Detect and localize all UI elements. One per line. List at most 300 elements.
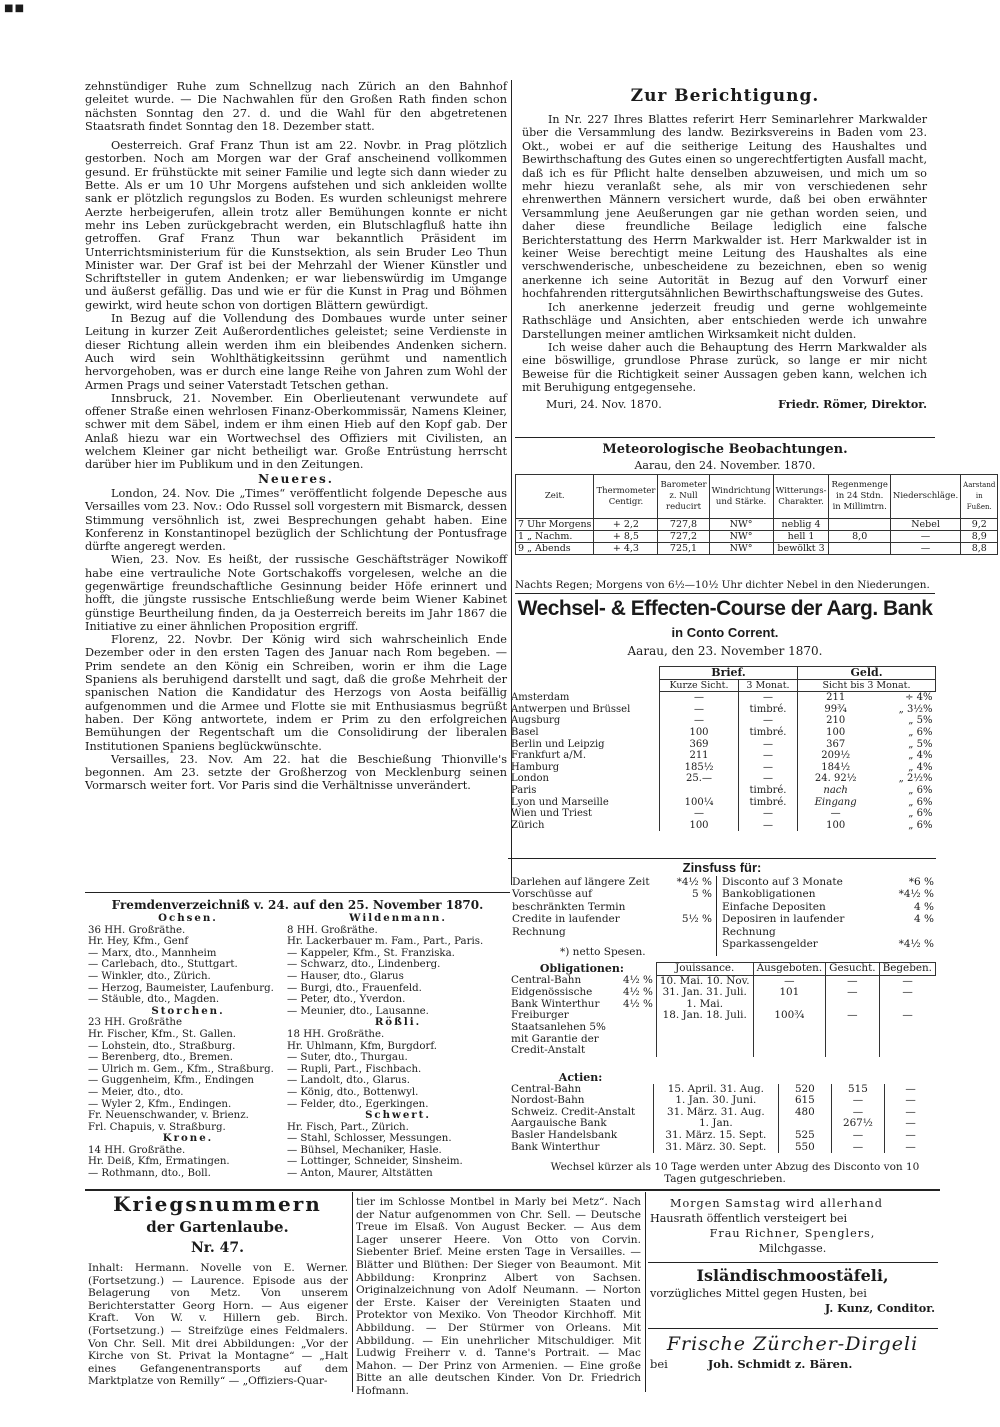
akt-cell: Bank Winterthur	[511, 1140, 600, 1153]
guest-entry: — Berenberg, dto., Bremen.	[88, 1052, 233, 1064]
meteo-cell	[829, 519, 890, 531]
kriegs-subtitle: der Gartenlaube.	[146, 1218, 289, 1236]
zins-label: Sparkassengelder	[722, 938, 818, 951]
zins-row	[722, 901, 934, 913]
exchange-cell: Frankfurt a/M.	[511, 750, 587, 762]
divider	[515, 593, 935, 594]
akt-cell: 615	[779, 1095, 832, 1107]
exchange-row	[508, 762, 936, 774]
kriegs-title: Kriegsnummern	[113, 1192, 322, 1216]
akt-cell: —	[831, 1107, 884, 1119]
guest-entry: 18 HH. Großräthe.	[287, 1028, 385, 1040]
obl-header: Ausgeboten.	[753, 963, 826, 976]
divider	[515, 437, 935, 438]
akt-cell: Central-Bahn	[511, 1082, 582, 1095]
ad-auction	[650, 1196, 935, 1256]
zins-label: Darlehen auf längere Zeit	[512, 876, 650, 888]
exchange-row	[508, 727, 936, 739]
meteo-header: Aarstand in Fußen.	[961, 475, 998, 519]
exchange-cell: Hamburg	[511, 761, 560, 773]
meteo-cell: NW°	[709, 531, 773, 543]
guest-entry: Hr. Hey, Kfm., Genf	[88, 936, 189, 948]
paragraph: Versailles, 23. Nov. Am 22. hat die Beschießung Thionville's begonnen. Am 23. setzte der Großherzog von Mecklenburg seinen Vormarsch weiter fort. Vor Paris sind die Verhältnisse unverändert.	[85, 752, 507, 793]
exchange-cell: 100	[660, 727, 739, 739]
meteo-cell: 8,8	[961, 543, 998, 555]
zins-row	[722, 913, 934, 938]
guest-entry: — Ulrich m. Gem., Kfm., Straßburg.	[88, 1063, 274, 1075]
exchange-cell: —	[739, 773, 798, 785]
exchange-table	[508, 666, 936, 831]
bank-date: Aarau, den 23. November 1870.	[627, 644, 823, 658]
ad-line: Hausrath öffentlich versteigert bei	[650, 1212, 848, 1225]
hotel-name: Rößli.	[374, 1016, 422, 1029]
paragraph: Innsbruck, 21. November. Ein Oberlieutenant verwundete auf offener Straße einen wehrlosen Finanz-Oberkommissär, Namens Kleiner, schwer mit dem Säbel, indem er ihm einen Hieb auf den Kopf gab. Der Anlaß hiezu war ein Wortwechsel des Offiziers mit Civilisten, an welchem Kleiner gar nicht betheiligt war. Große Entrüstung herrscht darüber hier im Publikum und in den Zeitungen.	[85, 391, 507, 472]
akt-cell: —	[885, 1107, 936, 1119]
zins-value: *4½ %	[898, 938, 934, 951]
meteo-title: Meteorologische Beobachtungen.	[602, 442, 848, 457]
obl-cell: Eidgenössische	[511, 986, 593, 999]
meteo-cell: 727,8	[658, 519, 709, 531]
divider	[648, 1328, 938, 1329]
zins-value: *4½ %	[898, 888, 934, 901]
hotel-name: Ochsen.	[158, 912, 218, 924]
akt-cell: 267½	[831, 1118, 884, 1130]
exchange-cell: nach	[798, 785, 874, 797]
meteo-cell: 8,9	[961, 531, 998, 543]
exchange-cell: Eingang	[798, 797, 874, 809]
meteo-table	[515, 474, 998, 555]
obl-cell: —	[879, 987, 935, 999]
obl-cell: 4½ %	[623, 986, 653, 999]
guest-entry: — Landolt, dto., Glarus.	[287, 1075, 410, 1087]
paragraph: Ich anerkenne jederzeit freudig und gerne wohlgemeinte Rathschläge und Ansichten, aber entschieden werde ich unwahre Darstellungen meiner amtlichen Wirksamkeit nicht dulden.	[522, 300, 927, 341]
exchange-row	[508, 808, 936, 820]
ad-line: Frau Richner, Spenglers,	[709, 1227, 876, 1240]
meteo-row	[516, 531, 998, 543]
akt-row	[508, 1130, 936, 1142]
obl-cell: 101	[753, 987, 826, 999]
ad-moostaefeli	[650, 1266, 935, 1316]
exchange-cell: „ 3½%	[898, 703, 933, 715]
divider	[85, 1189, 940, 1191]
guest-entry: — Meunier, dto., Lausanne.	[287, 1005, 429, 1017]
exchange-cell: 184½	[798, 762, 874, 774]
guest-entry: — Carlebach, dto., Stuttgart.	[88, 959, 238, 971]
akt-cell: —	[885, 1118, 936, 1130]
kriegs-text-1: Inhalt: Hermann. Novelle von E. Werner. (Fortsetzung.) — Laurence. Episode aus der Belagerung von Metz. Von unserem Berichterstatter Georg Horn. — Aus eigener Kraft. Von W. v. Hillern geb. Birch. (Fortsetzung.) — Streifzüge eines Feldmalers. Von Chr. Sell. Mit drei Abbildungen: „Vor der Kirche von St. Privat la Montagne“ — „Halt eines Gefangenentransports auf dem Marktplatze von Remilly“ — „Offiziers-Quar-	[88, 1262, 348, 1388]
guest-entry: — Meier, dto., dto.	[88, 1086, 184, 1098]
obl-header: Begeben.	[879, 963, 935, 976]
meteo-cell: —	[890, 543, 960, 555]
kriegs-number: Nr. 47.	[191, 1240, 244, 1256]
meteo-cell: 727,2	[658, 531, 709, 543]
meteo-cell: 9,2	[961, 519, 998, 531]
guest-entry: Hr. Lackerbauer m. Fam., Part., Paris.	[287, 936, 484, 948]
exchange-cell: —	[739, 692, 798, 704]
akt-cell: Aargauische Bank	[511, 1117, 607, 1130]
zins-note: *) netto Spesen.	[560, 946, 646, 958]
akt-cell: 31. März. 30. Sept.	[653, 1142, 778, 1154]
guest-entry: — Schwarz, dto., Lindenberg.	[287, 959, 441, 971]
geld-header: Geld.	[798, 667, 936, 680]
zins-value: 5 %	[692, 888, 712, 901]
akt-cell: 550	[779, 1142, 832, 1154]
exchange-cell: 99¾	[798, 704, 874, 716]
col-sicht: Sicht bis 3 Monat.	[798, 679, 936, 692]
exchange-cell: timbré.	[739, 797, 798, 809]
zins-row	[512, 876, 712, 888]
place-date: Muri, 24. Nov. 1870.	[546, 397, 662, 411]
obl-cell: Central-Bahn	[511, 974, 582, 987]
zins-label: Bankobligationen	[722, 888, 816, 901]
guest-entry: 14 HH. Großräthe.	[88, 1144, 186, 1156]
exchange-cell: 369	[660, 739, 739, 751]
divider	[508, 858, 936, 859]
obl-cell: Bank Winterthur	[511, 997, 600, 1010]
obl-cell: 10. Mai. 10. Nov.	[656, 975, 753, 987]
obl-header: Obligationen:	[539, 961, 624, 975]
meteo-cell: NW°	[709, 543, 773, 555]
guest-entry: — Stäuble, dto., Magden.	[88, 994, 220, 1006]
meteo-header: Zeit.	[516, 475, 594, 519]
hotel-name: Schwert.	[365, 1109, 431, 1122]
obl-cell	[620, 1010, 656, 1056]
guest-entry: Frl. Chapuis, v. Straßburg.	[88, 1121, 226, 1133]
exchange-cell: 211	[660, 750, 739, 762]
exchange-cell: 100	[798, 727, 874, 739]
corner-mark: ■ ■	[4, 3, 24, 14]
obl-cell: 18. Jan. 18. Juli.	[656, 1010, 753, 1056]
column-divider	[645, 1192, 646, 1392]
akt-cell: —	[831, 1095, 884, 1107]
guest-list-heading: Fremdenverzeichniß v. 24. auf den 25. November 1870.	[111, 898, 484, 912]
paragraph: Ich weise daher auch die Behauptung des Herrn Markwalder als eine böswillige, grundlose Phrase zurück, so lange er mir nicht Beweise für die Richtigkeit seiner Aussagen geben kann, welchen ich mit Beruhigung entgegensehe.	[522, 340, 927, 395]
exchange-cell: timbré.	[739, 704, 798, 716]
zins-value: 5½ %	[681, 913, 712, 926]
zins-label: Vorschüsse auf beschränkten Termin	[512, 888, 626, 913]
exchange-cell: „ 5%	[908, 715, 933, 727]
zins-value: *4½ %	[676, 876, 712, 888]
exchange-cell: 24. 92½	[798, 773, 874, 785]
zins-label: Credite in laufender Rechnung	[512, 913, 620, 938]
shares-table	[508, 1072, 936, 1153]
obl-cell: 4½ %	[623, 974, 653, 987]
exchange-cell: —	[739, 715, 798, 727]
ad-line: vorzügliches Mittel gegen Husten, bei	[650, 1287, 867, 1300]
guest-entry: — Lohstein, dto., Straßburg.	[88, 1040, 236, 1052]
akt-cell: —	[885, 1095, 936, 1107]
exchange-cell: 100	[660, 820, 739, 832]
signature: Friedr. Römer, Direktor.	[778, 397, 927, 411]
exchange-cell: 210	[798, 715, 874, 727]
obl-header: Jouissance.	[656, 963, 753, 976]
exchange-cell: Amsterdam	[511, 691, 570, 703]
exchange-cell: Lyon und Marseille	[511, 796, 609, 808]
guest-entry: — Peter, dto., Yverdon.	[287, 994, 406, 1006]
exchange-cell: „ 6%	[908, 819, 933, 831]
guest-entry: — Suter, dto., Thurgau.	[287, 1052, 408, 1064]
akt-cell: —	[831, 1130, 884, 1142]
meteo-cell: 8,0	[829, 531, 890, 543]
bank-title: Wechsel- & Effecten-Course der Aarg. Bank	[517, 597, 933, 620]
exchange-row	[508, 773, 936, 785]
exchange-cell: 209½	[798, 750, 874, 762]
zins-left	[512, 876, 712, 938]
ad-dirgeli	[650, 1332, 935, 1372]
akt-cell: 520	[779, 1084, 832, 1096]
exchange-cell: Antwerpen und Brüssel	[511, 703, 631, 715]
meteo-cell: 7 Uhr Morgens	[516, 519, 594, 531]
zins-row	[512, 888, 712, 913]
meteo-row	[516, 519, 998, 531]
akt-cell: Basler Handelsbank	[511, 1128, 618, 1141]
ad-line: Milchgasse.	[758, 1242, 827, 1255]
akt-cell: 1. Jan. 30. Juni.	[653, 1095, 778, 1107]
divider	[648, 1262, 938, 1263]
meteo-cell: + 4,3	[594, 543, 658, 555]
zins-value: 4 %	[914, 913, 934, 926]
guest-entry: — Lottinger, Schneider, Sinsheim.	[287, 1156, 463, 1168]
guest-entry: — Rothmann, dto., Boll.	[88, 1168, 211, 1180]
zins-row	[722, 888, 934, 900]
guest-entry: 36 HH. Großräthe.	[88, 924, 186, 936]
exchange-cell: —	[739, 762, 798, 774]
exchange-cell: „ 6%	[908, 808, 933, 820]
guest-entry: 23 HH. Großräthe	[88, 1017, 183, 1029]
exchange-cell: „ 6%	[908, 796, 933, 808]
obl-cell: —	[879, 975, 935, 987]
left-column-text	[85, 80, 507, 793]
meteo-cell: neblig 4	[773, 519, 829, 531]
obl-cell: —	[826, 975, 879, 987]
guest-entry: — Guggenheim, Kfm., Endingen	[88, 1075, 254, 1087]
guest-entry: — Hauser, dto., Glarus	[287, 970, 404, 982]
meteo-cell: 1 „ Nachm.	[516, 531, 594, 543]
meteo-cell: + 2,2	[594, 519, 658, 531]
exchange-cell: „ 2½%	[898, 773, 933, 785]
obl-cell: —	[879, 1010, 935, 1056]
exchange-cell: Paris	[511, 784, 537, 796]
akt-cell: 515	[831, 1084, 884, 1096]
exchange-cell: 100¼	[660, 797, 739, 809]
obl-row	[508, 1010, 936, 1056]
akt-cell: 31. März. 31. Aug.	[653, 1107, 778, 1119]
exchange-row	[508, 715, 936, 727]
paragraph: Wien, 23. Nov. Es heißt, der russische Geschäftsträger Nowikoff habe eine vertrauliche Note Gortschakoffs vorgelesen, welche an die gegenwärtige freundschaftliche Gesinnung beider Höfe erinnert und hofft, die jüngste russische Entschließung werde beim Wiener Kabinet günstige Beurtheilung finden, da ja Oesterreich bereits im Jahr 1867 die Initiative zu einer ähnlichen Proposition ergriff.	[85, 553, 507, 633]
guest-entry: — Marx, dto., Mannheim	[88, 947, 217, 959]
col-kurz: Kurze Sicht.	[660, 679, 739, 692]
guest-entry: Hr. Uhlmann, Kfm, Burgdorf.	[287, 1040, 437, 1052]
exchange-cell: Wien und Triest	[511, 808, 593, 820]
hotel-name: Storchen.	[151, 1004, 225, 1017]
akt-cell: —	[885, 1142, 936, 1154]
akt-cell: —	[831, 1142, 884, 1154]
exchange-cell: —	[739, 808, 798, 820]
meteo-cell: NW°	[709, 519, 773, 531]
guest-entry: — Burgi, dto., Frauenfeld.	[287, 982, 422, 994]
meteo-header: Niederschläge.	[890, 475, 960, 519]
brief-header: Brief.	[660, 667, 798, 680]
exchange-cell: —	[739, 750, 798, 762]
exchange-cell: —	[739, 820, 798, 832]
exchange-row	[508, 692, 936, 704]
exchange-row	[508, 739, 936, 751]
zins-value: *6 %	[908, 876, 934, 888]
paragraph: In Nr. 227 Ihres Blattes referirt Herr Seminarlehrer Markwalder über die Versammlung des landw. Bezirksvereins in Baden vom 23. Okt., wobei er auf die seitherige Leitung des Haushaltes und Bewirthschaftung des Gutes einen so ungerechtfertigten Ausfall macht, daß ich es für Pflicht halte denselben abzuweisen, und mich um so mehr hiezu veranlaßt sehe, als mir von verschiedenen sehr ehrenwerthen Männern versichert wurde, daß bei oben erwähnter Versammlung jene Aeußerungen gar nie gethan worden seien, und daher diese freundliche Beilage lediglich eine falsche Berichterstattung des Herrn Markwalder ist. Herr Markwalder ist in keiner Weise berechtigt meine Leitung des Haushaltes als eine verschwenderische, unbescheidene zu bezeichnen, eben so wenig anerkenne ich seine Autorität in Bezug auf den Vorwurf einer hochfahrenden rittergutsähnlichen Bewirthschaftungsweise des Gutes.	[522, 113, 927, 301]
akt-cell: Nordost-Bahn	[511, 1094, 585, 1107]
meteo-cell: 725,1	[658, 543, 709, 555]
ad-title: Frische Zürcher-Dirgeli	[666, 1333, 919, 1355]
divider	[85, 892, 510, 893]
exchange-cell: —	[660, 692, 739, 704]
paragraph: London, 24. Nov. Die „Times“ veröffentlicht folgende Depesche aus Versailles vom 23. Nov.: Odo Russel soll vorgestern mit Bismarck, dessen Stimmung versöhnlich ist, zwei Besprechungen gehabt haben. Eine Konferenz in Konstantinopel bezüglich der Schlichtung der Pontusfrage dürfte angeregt werden.	[85, 486, 507, 554]
exchange-row	[508, 704, 936, 716]
ad-line: Morgen Samstag wird allerhand	[670, 1197, 883, 1210]
obl-cell: —	[826, 1010, 879, 1056]
exchange-cell: —	[798, 808, 874, 820]
col-3mon: 3 Monat.	[739, 679, 798, 692]
hotel-name: Krone.	[162, 1132, 214, 1145]
berichtigung-text	[522, 113, 927, 411]
meteo-cell: Nebel	[890, 519, 960, 531]
bank-subtitle: in Conto Corrent.	[671, 625, 779, 640]
guest-entry: — Anton, Maurer, Altstätten	[287, 1168, 433, 1180]
exchange-cell: 25.—	[660, 773, 739, 785]
exchange-cell: —	[739, 739, 798, 751]
obl-cell: —	[826, 987, 879, 999]
exchange-cell: —	[660, 808, 739, 820]
zins-label: Deposiren in laufender Rechnung	[722, 913, 845, 938]
akt-cell: 525	[779, 1130, 832, 1142]
exchange-row	[508, 820, 936, 832]
exchange-cell: Berlin und Leipzig	[511, 738, 605, 750]
paragraph: zehnstündiger Ruhe zum Schnellzug nach Zürich an den Bahnhof geleitet wurde. — Die Nachwahlen für den Großen Rath finden schon nächsten Sonntag den 27. d. und die Wahl für den abgetretenen Staatsrath findet Sonntag den 18. Dezember statt.	[85, 80, 507, 133]
obl-cell: 4½ %	[623, 997, 653, 1010]
ad-line: bei	[650, 1357, 668, 1371]
exchange-cell: Augsburg	[511, 715, 561, 727]
guest-entry: — Winkler, dto., Zürich.	[88, 970, 211, 982]
exchange-cell: timbré.	[739, 785, 798, 797]
guest-entry: Fr. Neuenschwander, v. Brienz.	[88, 1110, 249, 1122]
ad-title: Isländischmoostäfeli,	[696, 1266, 889, 1285]
akt-title-row	[508, 1072, 936, 1084]
exchange-cell: „ 4%	[908, 761, 933, 773]
meteo-header: Witterungs-Charakter.	[773, 475, 829, 519]
exchange-cell: 211	[798, 692, 874, 704]
ad-line: Joh. Schmidt z. Bären.	[707, 1357, 853, 1371]
obl-header: Gesucht.	[826, 963, 879, 976]
meteo-cell: + 8,5	[594, 531, 658, 543]
akt-cell: 31. März. 15. Sept.	[653, 1130, 778, 1142]
bank-footnote: Wechsel kürzer als 10 Tage werden unter Abzug des Disconto von 10 Tagen gutgeschrieben.	[550, 1161, 920, 1186]
exchange-cell	[660, 785, 739, 797]
zins-divider	[716, 876, 717, 956]
guest-entry: — Wyler 2, Kfm., Endingen.	[88, 1098, 232, 1110]
exchange-cell: —	[660, 715, 739, 727]
guest-entry: Hr. Fisch, Part., Zürich.	[287, 1121, 409, 1133]
obl-cell: 100¾	[753, 1010, 826, 1056]
meteo-header: Barometer z. Null reducirt	[658, 475, 709, 519]
berichtigung-title: Zur Berichtigung.	[630, 86, 820, 106]
guest-entry: 8 HH. Großräthe.	[287, 924, 378, 936]
guest-entry: — Bühsel, Mechaniker, Hasle.	[287, 1144, 442, 1156]
guest-entry: — Rupli, Part., Fischbach.	[287, 1063, 422, 1075]
guest-entry: — Herzog, Baumeister, Laufenburg.	[88, 982, 274, 994]
obl-cell: Freiburger Staatsanlehen 5% mit Garantie der Credit-Anstalt	[511, 1009, 606, 1057]
zins-row	[722, 876, 934, 888]
exchange-cell: timbré.	[739, 727, 798, 739]
meteo-header: Windrichtung und Stärke.	[709, 475, 773, 519]
meteo-cell	[829, 543, 890, 555]
meteo-cell: 9 „ Abends	[516, 543, 594, 555]
column-divider	[352, 1192, 353, 1392]
guest-entry: Hr. Fischer, Kfm., St. Gallen.	[88, 1028, 237, 1040]
section-heading: Neueres.	[258, 471, 334, 486]
exchange-cell: ÷ 4%	[905, 692, 933, 704]
exchange-row	[508, 750, 936, 762]
meteo-header: Thermometer Centigr.	[594, 475, 658, 519]
exchange-cell: 367	[798, 739, 874, 751]
exchange-cell: „ 6%	[908, 784, 933, 796]
meteo-row	[516, 543, 998, 555]
zins-title: Zinsfuss für:	[682, 860, 762, 875]
zins-row	[512, 913, 712, 938]
zins-row	[722, 938, 934, 950]
exchange-cell: Basel	[511, 726, 539, 738]
zins-label: Disconto auf 3 Monate	[722, 876, 843, 888]
akt-row	[508, 1142, 936, 1154]
akt-cell: 1. Jan.	[653, 1118, 778, 1130]
guest-entry: — Stahl, Schlosser, Messungen.	[287, 1133, 452, 1145]
akt-cell: —	[885, 1130, 936, 1142]
guest-list-right	[287, 913, 509, 1180]
kriegs-text-2: tier im Schlosse Montbel in Marly bei Metz“. Nach der Natur aufgenommen von Chr. Sell. — Deutsche Treue im Elsaß. Von August Becker. — Aus dem Lager unserer Heere. Von Otto von Corvin. Siebenter Brief. Meine ersten Tage in Versailles. — Blätter und Blüthen: Der Sieger von Beaumont. Mit Abbildung: Kronprinz Albert von Sachsen. Originalzeichnung von Adolf Neumann. — Norton der Erste. Kaiser der Vereinigten Staaten und Protektor von Mexiko. Von Theodor Kirchhoff. Mit Abbildung. — Der Stürmer von Orleans. Mit Abbildung. — Ein unehrlicher Mitschuldiger. Mit Ludwig Freiherr v. d. Tanne's Portrait. — Mac Mahon. — Der Prinz von Armenien. — Eine große Bitte an alle deutschen Kinder. Von Dr. Friedrich Hofmann.	[356, 1196, 641, 1397]
obl-cell: 1. Mai.	[656, 999, 753, 1011]
guest-entry: — König, dto., Bottenwyl.	[287, 1086, 419, 1098]
ad-line: J. Kunz, Conditor.	[824, 1301, 935, 1315]
meteo-cell: bewölkt 3	[773, 543, 829, 555]
meteo-note: Nachts Regen; Morgens von 6½—10½ Uhr dichter Nebel in den Niederungen.	[515, 579, 930, 591]
paragraph: Florenz, 22. Novbr. Der König wird sich wahrscheinlich Ende Dezember oder in den ersten Tagen des Januar nach Rom begeben. — Prim sendete an den König ein Schreiben, worin er ihm die Lage Spaniens als beruhigend darstellt und sagt, daß die große Mehrheit der spanischen Nation die Kandidatur des Herzogs von Aosta beifällig aufgenommen und die Armee und Flotte sie mit Enthusiasmus begrüßt haben. Der Köng antwortete, indem er Prim zu den erfolgreichen Bemühungen der Regentschaft um die Consolidirung der liberalen Institutionen Spaniens beglückwünschte.	[85, 633, 507, 753]
zins-right	[722, 876, 934, 950]
guest-entry: — Felder, dto., Egerkingen.	[287, 1098, 429, 1110]
exchange-cell: London	[511, 773, 549, 785]
exchange-cell: „ 4%	[908, 750, 933, 762]
akt-title: Actien:	[558, 1071, 603, 1084]
guest-list-left	[88, 913, 288, 1180]
akt-cell: —	[885, 1084, 936, 1096]
zins-value: 4 %	[914, 900, 934, 913]
exchange-row	[508, 785, 936, 797]
obl-cell: —	[753, 975, 826, 987]
akt-cell: 480	[779, 1107, 832, 1119]
exchange-cell: Zürich	[511, 819, 545, 831]
exchange-row	[508, 797, 936, 809]
paragraph: In Bezug auf die Vollendung des Dombaues wurde unter seiner Leitung in kurzer Zeit Außerordentliches geleistet; seine Verdienste in dieser Richtung allein werden ihm ein bleibendes Andenken sichern. Auch wird sein Wohlthätigkeitssinn gerühmt und namentlich hervorgehoben, was er durch eine lange Reihe von Jahren zum Wohl der Armen Prags und seiner Vaterstadt Tetschen gethan.	[85, 312, 507, 392]
exchange-cell: 100	[798, 820, 874, 832]
guest-entry: Hr. Deiß, Kfm, Ermatingen.	[88, 1156, 230, 1168]
meteo-header: Regenmenge in 24 Stdn. in Millimtrn.	[829, 475, 890, 519]
paragraph: Oesterreich. Graf Franz Thun ist am 22. Novbr. in Prag plötzlich gestorben. Noch am Morgen war der Graf anscheinend vollkommen gesund. Er frühstückte mit seiner Familie und legte sich dann wieder zu Bette. Als er um 10 Uhr Morgens aufstehen und sich ankleiden wollte sank er plötzlich regungslos zu Boden. Es wurden schleunigst mehrere Aerzte herbeigerufen, allein trotz aller Bemühungen konnte er nicht mehr ins Leben zurückgebracht werden, ein Blutschlagfluß hatte ihn getroffen. Graf Franz Thun war bekanntlich Präsident im Unterrichtsministerium für die Kunstsektion, als sein Bruder Leo Thun Minister war. Der Graf ist bei der Mehrzahl der Wiener Künstler und Schriftsteller in gutem Andenken; er war liebenswürdig im Umgange und äußerst gefällig. Das und wie er für die Kunst in Prag und Böhmen gewirkt, wird heute schon von dortigen Blättern gewürdigt.	[85, 139, 507, 312]
akt-cell: Schweiz. Credit-Anstalt	[511, 1105, 636, 1118]
zins-label: Einfache Depositen	[722, 900, 826, 913]
guest-entry: — Kappeler, Kfm., St. Franziska.	[287, 947, 455, 959]
akt-cell: 15. April. 31. Aug.	[653, 1084, 778, 1096]
meteo-subtitle: Aarau, den 24. November. 1870.	[634, 459, 816, 472]
obligations-table	[508, 962, 936, 1057]
obl-cell: 31. Jan. 31. Juli.	[656, 987, 753, 999]
hotel-name: Wildenmann.	[349, 912, 447, 924]
